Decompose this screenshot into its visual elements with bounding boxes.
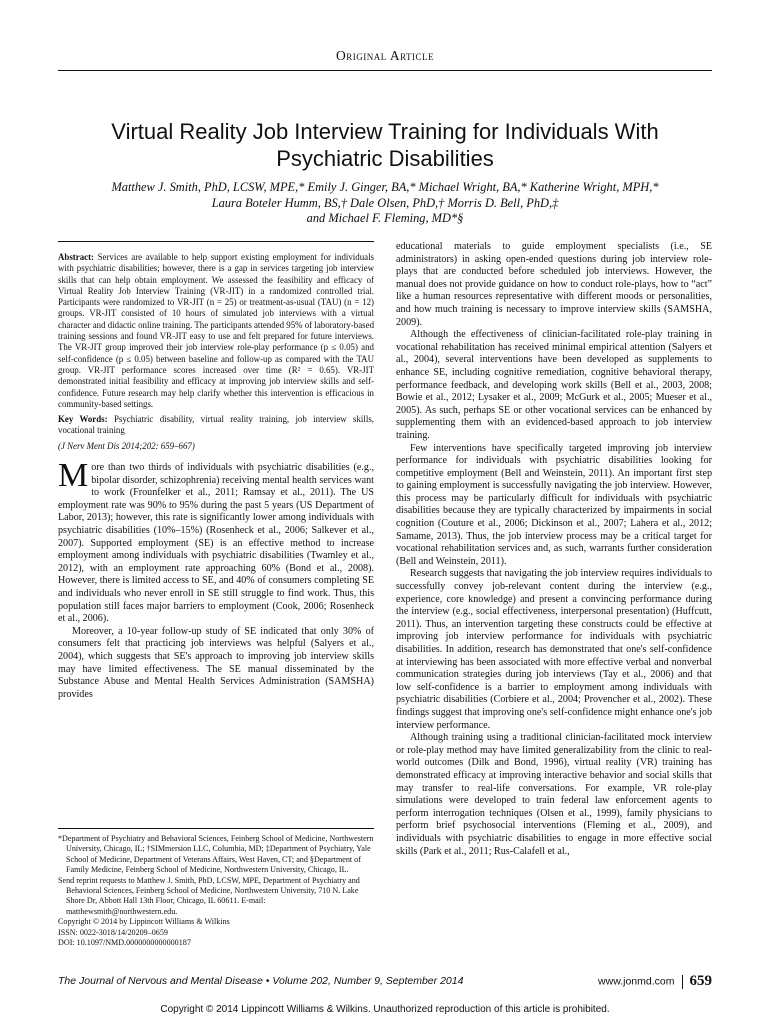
article-title: Virtual Reality Job Interview Training for Individuals With Psychiatric Disabilities: [111, 119, 659, 171]
page-number: 659: [689, 973, 712, 989]
doi-note: DOI: 10.1097/NMD.0000000000000187: [58, 938, 191, 948]
reprint-note: Send reprint requests to Matthew J. Smith, PhD, LCSW, MPE, Department of Psychiatry and Behavioral Sciences, Feinberg School of Medicine, Northwestern University, 710 N. Lake Shore Dr, Abbott Hall 13th Floor, Chicago, IL 60611. E-mail: matthewsmith@northwestern.edu.: [58, 875, 360, 916]
left-column: [58, 241, 374, 701]
section-label: Original Article: [335, 48, 435, 63]
right-column: [396, 241, 712, 858]
journal-citation: (J Nerv Ment Dis 2014;202: 659–667): [58, 440, 195, 451]
affiliations-note: *Department of Psychiatry and Behavioral Sciences, Feinberg School of Medicine, Northwestern University, Chicago, IL; †SIMmersion LLC, Columbia, MD; ‡Department of Psychiatry, Yale School of Medicine, Department of Veterans Affairs, West Haven, CT; and §Department of Family Medicine, Feinberg School of Medicine, Northwestern University, Chicago, IL.: [58, 834, 374, 875]
copyright-note: Copyright © 2014 by Lippincott Williams & Wilkins: [58, 917, 230, 927]
author-line: and Michael F. Fleming, MD*§: [306, 211, 464, 225]
body-paragraph: Although training using a traditional clinician-facilitated mock interview or role-play method may have limited generalizability from the clinic to real-world outcomes (Dilk and Bond, 1996), virtual reality (VR) training has demonstrated efficacy at improving interactive behavior and social skills that may transfer to real-life conversations. For example, VR role-play simulations were developed to train federal law enforcement agents to perform interrogation techniques (Olsen et al., 1999), family physicians to perform brief psychosocial interventions (Fleming et al., 2009), and individuals with psychiatric disabilities to engage in more effective social skills (Park et al., 2011; Rus-Calafell et al.,: [396, 732, 712, 857]
abstract-text: Services are available to help support existing employment for individuals with psychiatric disabilities; however, there is a gap in services targeting job interview skills that can help obtain employment. We assessed the feasibility and efficacy of Virtual Reality Job Interview Training (VR-JIT) in a randomized controlled trial. Participants were randomized to VR-JIT (n = 25) or treatment-as-usual (TAU) (n = 12) groups. VR-JIT consisted of 10 hours of simulated job interviews with a virtual character and didactic online training. The participants attended 95% of laboratory-based training sessions and found VR-JIT easy to use and felt prepared for future interviews. The VR-JIT group improved their job interview role-play performance (p ≤ 0.05) and self-confidence (p ≤ 0.05) between baseline and follow-up as compared with the TAU group. VR-JIT performance scores increased over time (R² = 0.65). VR-JIT demonstrated initial feasibility and efficacy at improving job interview skills and self-confidence. Future research may help clarify whether this intervention is efficacious in community-based settings.: [58, 252, 375, 409]
body-paragraph: Although the effectiveness of clinician-facilitated role-play training in vocational rehabilitation has received minimal empirical attention (Salyers et al., 2004), several interventions have been developed as supplements to enhance SE, including cognitive remediation, cognitive behavioral therapy, performance feedback, and developing work skills (Bell et al., 2003, 2008; Bowie et al., 2012; Lysaker et al., 2009; McGurk et al., 2005; Mueser et al., 2005). As such, perhaps SE or other vocational services can be enhanced by supplementing them with an evidenced-based approach to job interview training.: [396, 329, 712, 441]
footer-right: [598, 973, 712, 990]
issn-note: ISSN: 0022-3018/14/20209–0659: [58, 927, 168, 937]
body-paragraph: Few interventions have specifically targeted improving job interview performance for individuals with psychiatric disabilities looking for competitive employment (Bell and Weinstein, 2011). An important first step to gaining employment is successfully navigating the job interview. However, this process may be particularly difficult for individuals with psychiatric disabilities because they are typically characterized by impairments in social cognition (Couture et al., 2006; Dickinson et al., 2007; Lahera et al., 2012; Samame, 2013). Thus, the job interview process may be a critical target for vocational rehabilitation services and, as such, warrants further consideration (Bell and Weinstein, 2011).: [396, 442, 712, 567]
copyright-notice: Copyright © 2014 Lippincott Williams & Wilkins. Unauthorized reproduction of this article is prohibited.: [160, 1004, 610, 1015]
author-line: Laura Boteler Humm, BS,† Dale Olsen, PhD,† Morris D. Bell, PhD,‡: [211, 195, 559, 210]
body-paragraph: ore than two thirds of individuals with psychiatric disabilities (e.g., bipolar disorder, schizophrenia) receiving mental health services want to work (Frounfelker et al., 2011; Ramsay et al., 2011). The US employment rate was 90% to 95% during the past 5 years (US Department of Labor, 2013); however, this rate is significantly lower among individuals with psychiatric disabilities (10%–15%) (Rosenheck et al., 2006; Salkever et al., 2007). Supported employment (SE) is an effective method to increase employment among individuals with psychiatric disabilities (Twamley et al., 2012), with an employment rate approaching 60% (Bond et al., 2008). However, there is limited access to SE, and 40% of consumers completing SE and individuals who never enroll in SE still struggle to find work. Thus, this population still faces major barriers to employment (Cook, 2006; Rosenheck et al., 2006).: [58, 462, 374, 625]
keywords-label: Key Words:: [58, 414, 108, 425]
journal-url[interactable]: www.jonmd.com: [598, 975, 675, 988]
body-paragraph: educational materials to guide employment specialists (i.e., SE administrators) in asking open-ended questions during job interview role-plays that are conducted before scheduled job interviews. However, the manual does not provide guidance on how to conduct role-plays, how to “act” like a human resources representative with different moods or personalities, and how much training is necessary to improve interview skills (SAMSHA, 2009).: [396, 241, 712, 328]
body-paragraph: Research suggests that navigating the job interview requires individuals to successfully convey job-relevant content during the interview (e.g., experience, core knowledge) and present a convincing performance during the interview (e.g., social effectiveness, interpersonal presentation) (Huffcutt, 2011). Thus, an intervention targeting these constructs could be effective at improving job interview performance for individuals with psychiatric disabilities. In addition, research has demonstrated that one's self-confidence at interviewing has been associated with more effective verbal and nonverbal communication strategies during job interviews (Tay et al., 2006) and that low self-confidence is a barrier to employment among individuals with psychiatric disabilities (Corbiere et al., 2004; Provencher et al., 2002). These findings suggest that improving one's self-confidence might enhance one's job interview performance.: [396, 568, 712, 731]
author-list: [40, 180, 730, 227]
journal-footer: The Journal of Nervous and Mental Disease • Volume 202, Number 9, September 2014: [58, 975, 464, 987]
keywords: Psychiatric disability, virtual reality training, job interview skills, vocational training: [58, 414, 374, 436]
introduction-left: [58, 457, 374, 701]
footnotes: [58, 828, 374, 948]
header-rule: [58, 70, 712, 71]
drop-cap: M: [58, 457, 89, 495]
abstract-label: Abstract:: [58, 252, 94, 262]
footer-divider: [682, 975, 683, 989]
body-paragraph: Moreover, a 10-year follow-up study of SE indicated that only 30% of consumers felt that practicing job interviews was helpful (Salyers et al., 2004), which suggests that SE's approach to improving job interview skills may have limited effectiveness. The SE manual disseminated by the Substance Abuse and Mental Health Services Administration (SAMSHA) provides: [58, 625, 374, 700]
author-line: Matthew J. Smith, PhD, LCSW, MPE,* Emily J. Ginger, BA,* Michael Wright, BA,* Katherine Wright, MPH,*: [111, 180, 659, 194]
abstract: [58, 241, 374, 452]
